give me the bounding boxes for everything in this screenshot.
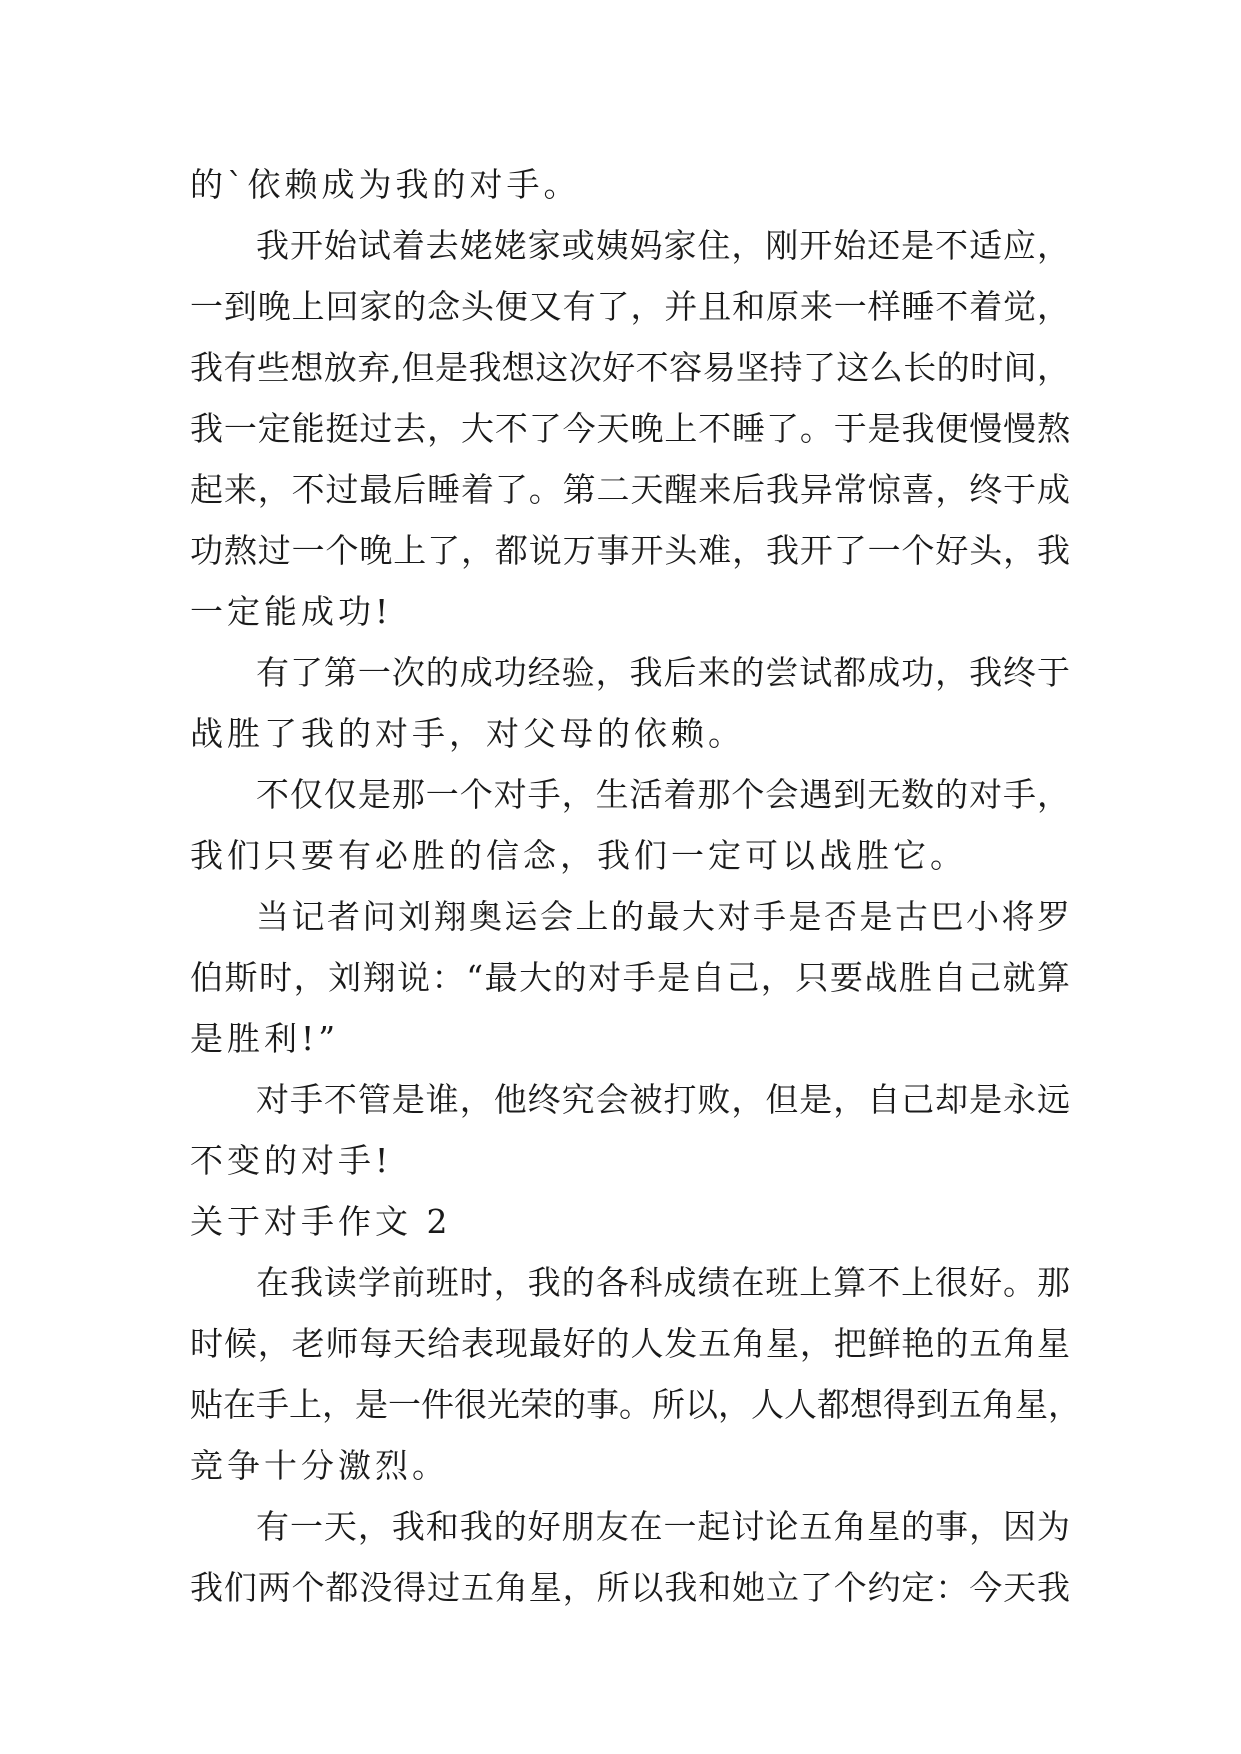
text-line: 我一定能挺过去，大不了今天晚上不睡了。于是我便慢慢熬 (190, 409, 1070, 448)
text-line: 在我读学前班时，我的各科成绩在班上算不上很好。那 (256, 1263, 1070, 1302)
text-line: 我开始试着去姥姥家或姨妈家住，刚开始还是不适应， (256, 226, 1070, 265)
text-line: 竞争十分激烈。 (190, 1446, 449, 1485)
text-line: 时候，老师每天给表现最好的人发五角星，把鲜艳的五角星 (190, 1324, 1070, 1363)
text-line: 当记者问刘翔奥运会上的最大对手是否是古巴小将罗 (256, 897, 1070, 936)
text-line: 起来，不过最后睡着了。第二天醒来后我异常惊喜，终于成 (190, 470, 1070, 509)
text-line: 我们只要有必胜的信念，我们一定可以战胜它。 (190, 836, 967, 875)
text-line: 是胜利!” (190, 1019, 340, 1058)
text-line: 我有些想放弃,但是我想这次好不容易坚持了这么长的时间， (190, 348, 1070, 387)
text-line: 一定能成功! (190, 592, 393, 631)
text-line: 贴在手上，是一件很光荣的事。所以，人人都想得到五角星， (190, 1385, 1081, 1424)
text-line: 有了第一次的成功经验，我后来的尝试都成功，我终于 (256, 653, 1070, 692)
section-heading: 关于对手作文 2 (190, 1202, 452, 1241)
text-line: 对手不管是谁，他终究会被打败，但是，自己却是永远 (256, 1080, 1070, 1119)
text-line: 的`依赖成为我的对手。 (190, 165, 581, 204)
text-line: 不仅仅是那一个对手，生活着那个会遇到无数的对手， (256, 775, 1070, 814)
text-line: 功熬过一个晚上了，都说万事开头难，我开了一个好头，我 (190, 531, 1070, 570)
text-line: 有一天，我和我的好朋友在一起讨论五角星的事，因为 (256, 1507, 1070, 1546)
text-line: 战胜了我的对手，对父母的依赖。 (190, 714, 745, 753)
text-line: 我们两个都没得过五角星，所以我和她立了个约定：今天我 (190, 1568, 1070, 1607)
text-line: 伯斯时，刘翔说：“最大的对手是自己，只要战胜自己就算 (190, 958, 1070, 997)
text-line: 一到晚上回家的念头便又有了，并且和原来一样睡不着觉， (190, 287, 1070, 326)
text-line: 不变的对手! (190, 1141, 393, 1180)
